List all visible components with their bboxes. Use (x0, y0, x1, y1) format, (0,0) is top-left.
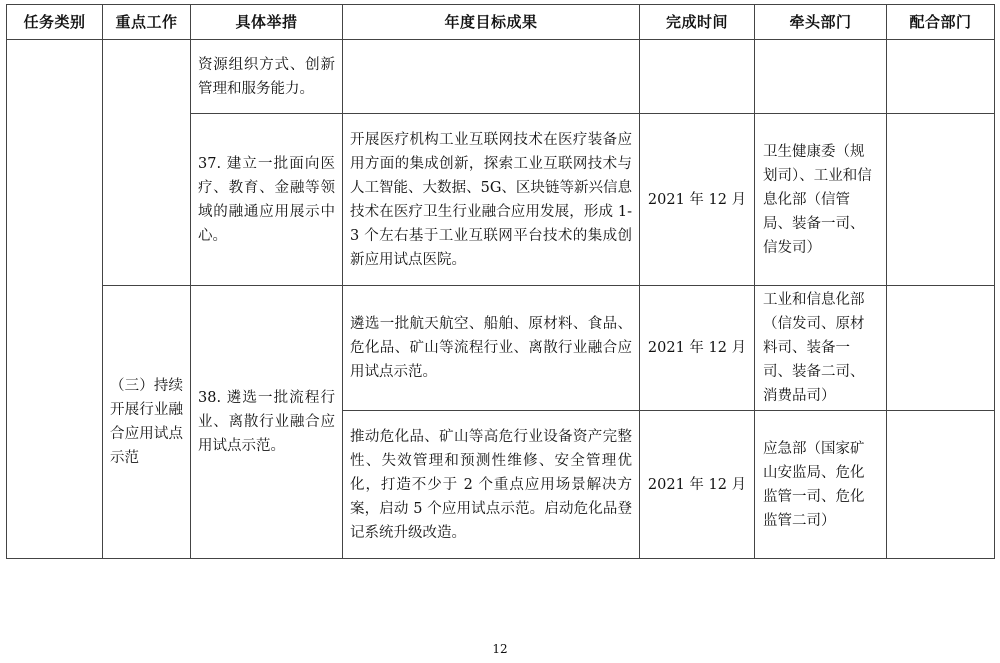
measure-cell: 资源组织方式、创新管理和服务能力。 (191, 40, 343, 114)
header-task-category: 任务类别 (7, 5, 103, 40)
lead-dept-cell (755, 40, 887, 114)
page-number: 12 (492, 642, 508, 656)
goal-cell: 遴选一批航天航空、船舶、原材料、食品、危化品、矿山等流程行业、离散行业融合应用试点示范。 (343, 286, 640, 411)
lead-dept-cell: 应急部（国家矿山安监局、危化监管一司、危化监管二司） (755, 411, 887, 559)
support-dept-cell (887, 114, 995, 286)
goal-cell: 推动危化品、矿山等高危行业设备资产完整性、失效管理和预测性维修、安全管理优化，打造不少于 2 个重点应用场景解决方案，启动 5 个应用试点示范。启动危化品登记系统升级改造。 (343, 411, 640, 559)
time-cell: 2021 年 12 月 (640, 286, 755, 411)
time-cell (640, 40, 755, 114)
header-key-work: 重点工作 (103, 5, 191, 40)
task-category-cell (7, 40, 103, 559)
table-row (7, 40, 995, 114)
header-row (7, 5, 995, 40)
table-row (7, 286, 995, 411)
header-specific-measures: 具体举措 (191, 5, 343, 40)
time-cell: 2021 年 12 月 (640, 411, 755, 559)
measure-cell: 37. 建立一批面向医疗、教育、金融等领域的融通应用展示中心。 (191, 114, 343, 286)
time-cell: 2021 年 12 月 (640, 114, 755, 286)
header-completion-time: 完成时间 (640, 5, 755, 40)
key-work-cell: （三）持续开展行业融合应用试点示范 (103, 286, 191, 559)
header-cooperating-department: 配合部门 (887, 5, 995, 40)
support-dept-cell (887, 286, 995, 411)
header-annual-goal: 年度目标成果 (343, 5, 640, 40)
lead-dept-cell: 卫生健康委（规划司）、工业和信息化部（信管局、装备一司、信发司） (755, 114, 887, 286)
key-work-cell (103, 40, 191, 286)
task-table (6, 4, 995, 559)
lead-dept-cell: 工业和信息化部（信发司、原材料司、装备一司、装备二司、消费品司） (755, 286, 887, 411)
goal-cell: 开展医疗机构工业互联网技术在医疗装备应用方面的集成创新，探索工业互联网技术与人工智能、大数据、5G、区块链等新兴信息技术在医疗卫生行业融合应用发展，形成 1-3 个左右基于工业互联网平台技术的集成创新应用试点医院。 (343, 114, 640, 286)
goal-cell (343, 40, 640, 114)
measure-cell: 38. 遴选一批流程行业、离散行业融合应用试点示范。 (191, 286, 343, 559)
header-lead-department: 牵头部门 (755, 5, 887, 40)
support-dept-cell (887, 40, 995, 114)
support-dept-cell (887, 411, 995, 559)
